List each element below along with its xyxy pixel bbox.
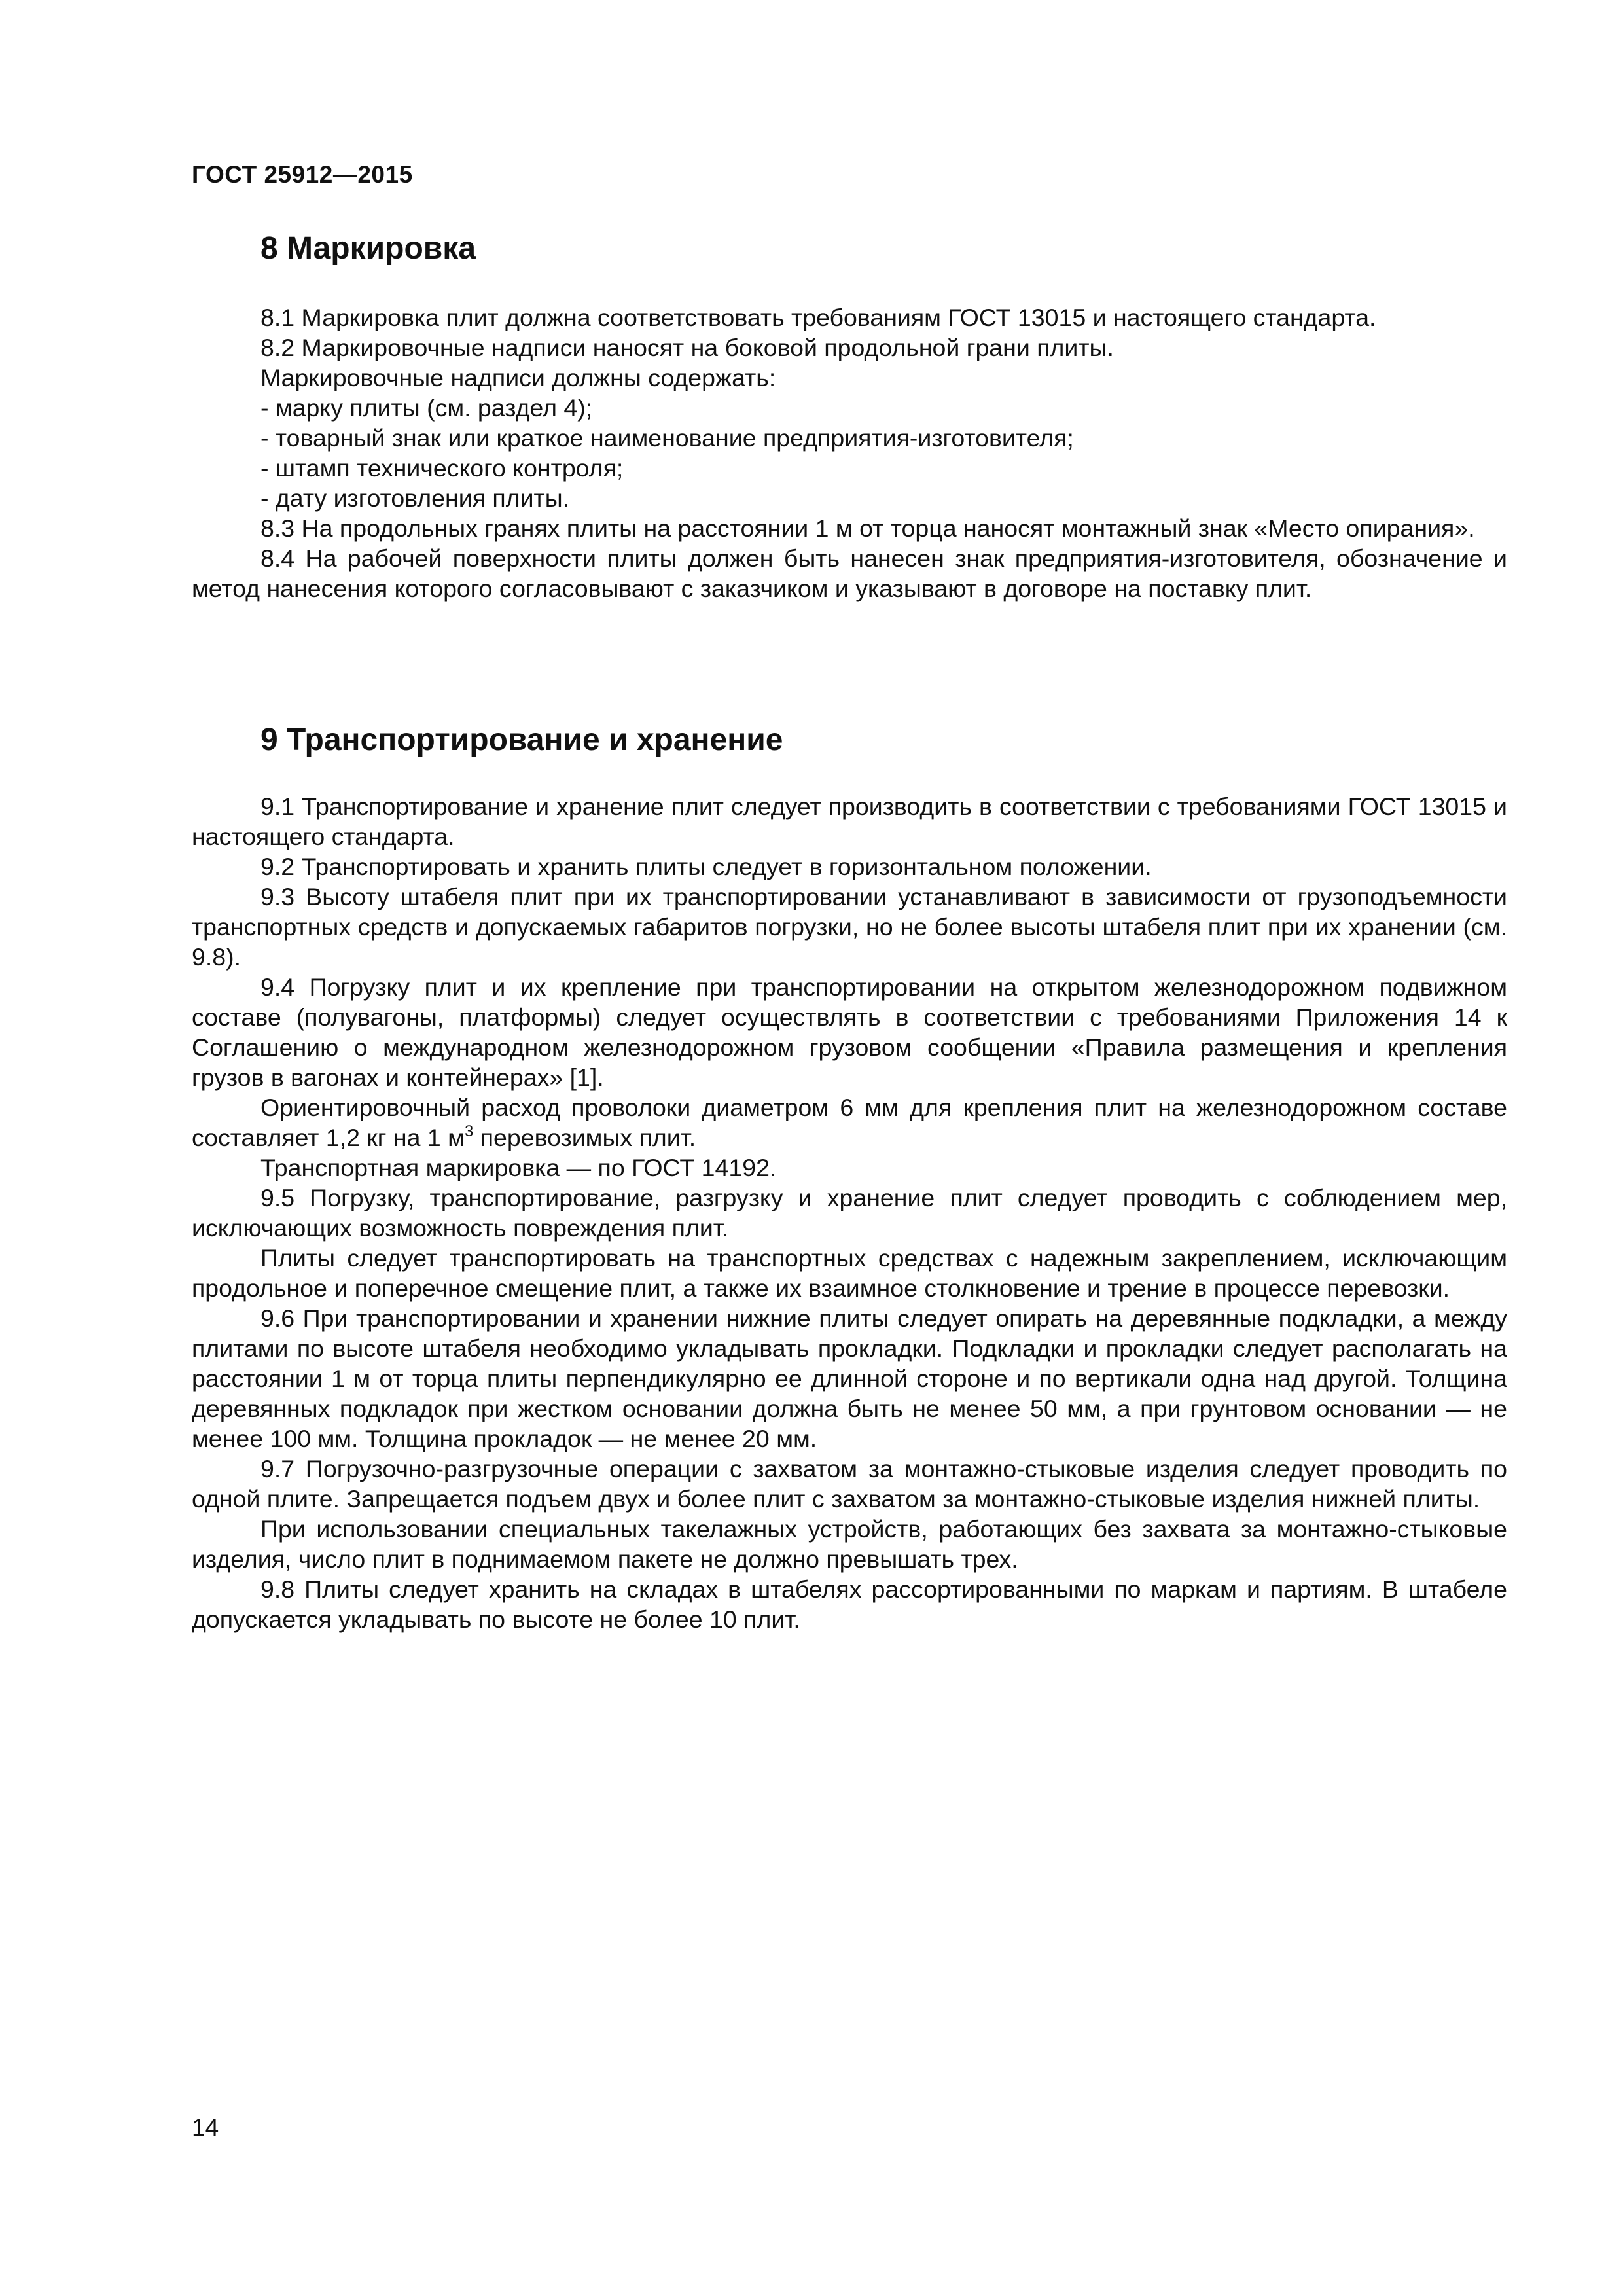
paragraph-9-7: 9.7 Погрузочно-разгрузочные операции с захватом за монтажно-стыковые изделия следует проводить по одной плите. Запрещается подъем двух и более плит с захватом за монтажно-стыковые изделия нижней плиты. bbox=[192, 1455, 1507, 1513]
paragraph-9-6: 9.6 При транспортировании и хранении нижние плиты следует опирать на деревянные подкладки, а между плитами по высоте штабеля необходимо укладывать прокладки. Подкладки и прокладки следует располагать на расстоянии 1 м от торца плиты перпендикулярно ее длинной стороне и по вертикали одна над другой. Толщина деревянных подкладок при жестком основании должна быть не менее 50 мм, а при грунтовом основании — не менее 100 мм. Толщина прокладок — не менее 20 мм. bbox=[192, 1304, 1507, 1452]
paragraph-9-2: 9.2 Транспортировать и хранить плиты следует в горизонтальном положении. bbox=[260, 853, 1152, 880]
paragraph-9-5-fixing: Плиты следует транспортировать на транспортных средствах с надежным закреплением, исключающим продольное и поперечное смещение плит, а также их взаимное столкновение и трение в процессе перевозки. bbox=[192, 1244, 1507, 1302]
paragraph-9-4-marking: Транспортная маркировка — по ГОСТ 14192. bbox=[260, 1154, 777, 1181]
paragraph-9-4: 9.4 Погрузку плит и их крепление при транспортировании на открытом железнодорожном подвижном составе (полувагоны, платформы) следует осуществлять в соответствии с требованиями Приложения 14 к Соглашению о международном железнодорожном грузовом сообщении «Правила размещения и крепления грузов в вагонах и контейнерах» [1]. bbox=[192, 973, 1507, 1091]
wire-text-pre: Ориентировочный расход проволоки диаметром 6 мм для крепления плит на железнодорожном составе составляет 1,2 кг на 1 м bbox=[192, 1094, 1507, 1151]
paragraph-9-5: 9.5 Погрузку, транспортирование, разгрузку и хранение плит следует проводить с соблюдением мер, исключающих возможность повреждения плит. bbox=[192, 1184, 1507, 1242]
paragraph-8-2-intro: Маркировочные надписи должны содержать: bbox=[260, 364, 776, 391]
paragraph-8-4: 8.4 На рабочей поверхности плиты должен быть нанесен знак предприятия-изготовителя, обозначение и метод нанесения которого согласовывают с заказчиком и указывают в договоре на поставку плит. bbox=[192, 545, 1507, 602]
paragraph-8-1: 8.1 Маркировка плит должна соответствовать требованиям ГОСТ 13015 и настоящего стандарта. bbox=[260, 304, 1376, 331]
section-8-title: 8 Маркировка bbox=[260, 231, 476, 266]
paragraph-9-3: 9.3 Высоту штабеля плит при их транспортировании устанавливают в зависимости от грузоподъемности транспортных средств и допускаемых габаритов погрузки, но не более высоты штабеля плит при их хранении (см. 9.8). bbox=[192, 883, 1507, 971]
paragraph-9-7-rigging: При использовании специальных такелажных устройств, работающих без захвата за монтажно-стыковые изделия, число плит в поднимаемом пакете не должно превышать трех. bbox=[192, 1515, 1507, 1573]
paragraph-9-4-wire bbox=[192, 1092, 1507, 1153]
list-item: - товарный знак или краткое наименование предприятия-изготовителя; bbox=[260, 424, 1074, 452]
cubic-superscript: 3 bbox=[464, 1122, 474, 1140]
list-item: - штамп технического контроля; bbox=[260, 454, 624, 482]
list-item: - дату изготовления плиты. bbox=[260, 484, 570, 512]
wire-text-post: перевозимых плит. bbox=[473, 1124, 696, 1151]
paragraph-8-2: 8.2 Маркировочные надписи наносят на боковой продольной грани плиты. bbox=[260, 334, 1114, 361]
section-8-body bbox=[192, 302, 1507, 603]
list-item: - марку плиты (см. раздел 4); bbox=[260, 394, 593, 422]
paragraph-9-8: 9.8 Плиты следует хранить на складах в штабелях рассортированными по маркам и партиям. В штабеле допускается укладывать по высоте не более 10 плит. bbox=[192, 1575, 1507, 1633]
paragraph-8-3: 8.3 На продольных гранях плиты на расстоянии 1 м от торца наносят монтажный знак «Место опирания». bbox=[260, 514, 1475, 542]
page-number: 14 bbox=[192, 2114, 219, 2141]
document-code-header: ГОСТ 25912—2015 bbox=[192, 161, 413, 188]
paragraph-9-1: 9.1 Транспортирование и хранение плит следует производить в соответствии с требованиями ГОСТ 13015 и настоящего стандарта. bbox=[192, 793, 1507, 850]
section-9-title: 9 Транспортирование и хранение bbox=[260, 723, 783, 757]
section-9-body bbox=[192, 791, 1507, 1634]
